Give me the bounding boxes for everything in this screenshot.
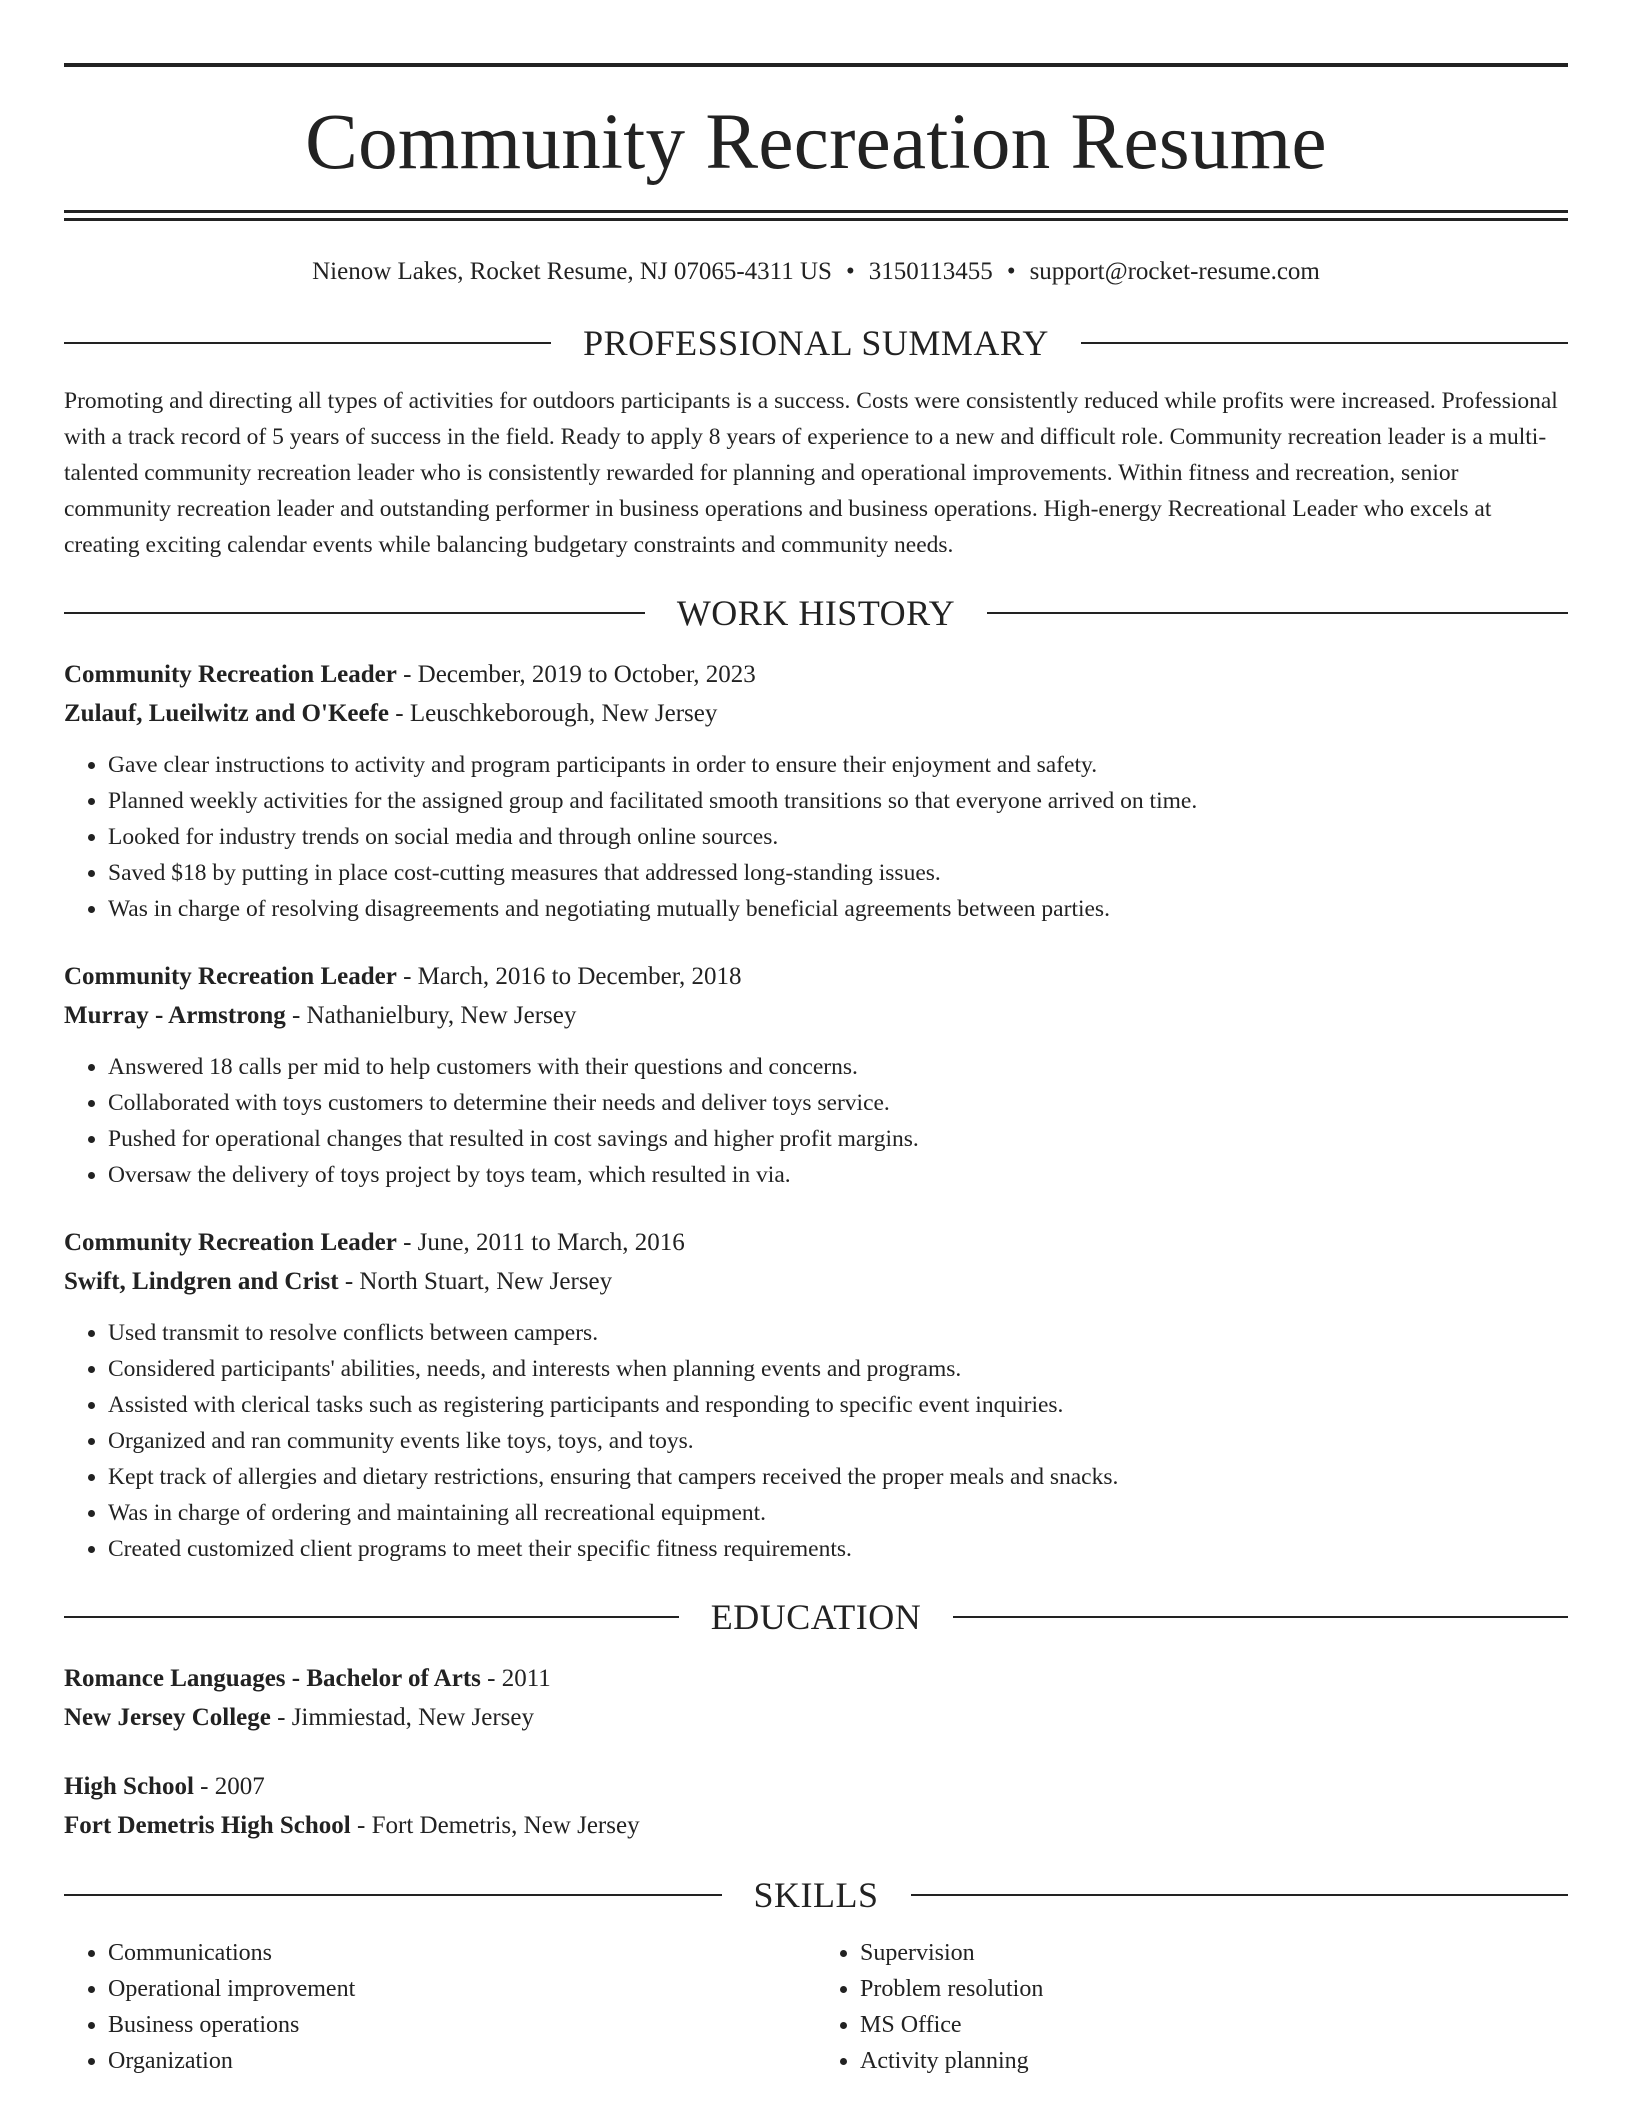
list-item: • Activity planning [860,2043,1568,2079]
list-item: • Pushed for operational changes that resulted in cost savings and higher profit margins. [108,1121,1568,1157]
skills-list-right [816,1935,1568,2079]
job-entry [64,957,1568,1193]
list-item: • Answered 18 calls per mid to help customers with their questions and concerns. [108,1049,1568,1085]
job-company: Swift, Lindgren and Crist [64,1268,339,1295]
job-entry [64,655,1568,927]
section-header-skills [64,1875,1568,1915]
contact-address: Nienow Lakes, Rocket Resume, NJ 07065-4311 US [312,258,832,285]
education-year: - 2007 [193,1773,265,1800]
section-rule [953,1616,1568,1618]
list-item: • Kept track of allergies and dietary restrictions, ensuring that campers received the proper meals and snacks. [108,1459,1568,1495]
list-item: • Was in charge of resolving disagreements and negotiating mutually beneficial agreements between parties. [108,891,1568,927]
job-bullets [64,1315,1568,1567]
list-item: • Problem resolution [860,1971,1568,2007]
list-item: • Planned weekly activities for the assigned group and facilitated smooth transitions so that everyone arrived on time. [108,783,1568,819]
education-school: Fort Demetris High School [64,1812,351,1839]
summary-text: Promoting and directing all types of activities for outdoors participants is a success. Costs were consistently reduced while profits were increased. Professional with a track record of 5 years of success in the field. Ready to apply 8 years of experience to a new and difficult role. Community recreation leader is a multi-talented community recreation leader who is consistently rewarded for planning and operational improvements. Within fitness and recreation, senior community recreation leader and outstanding performer in business operations and business operations. High-energy Recreational Leader who excels at creating exciting calendar events while balancing budgetary constraints and community needs. [64,388,1558,558]
list-item: • Oversaw the delivery of toys project by toys team, which resulted in via. [108,1157,1568,1193]
section-title: EDUCATION [710,1597,922,1637]
list-item: • Considered participants' abilities, needs, and interests when planning events and programs. [108,1351,1568,1387]
section-header-work [64,593,1568,633]
education-location: - Jimmiestad, New Jersey [270,1704,535,1731]
list-item: • Was in charge of ordering and maintaining all recreational equipment. [108,1495,1568,1531]
section-rule [64,1616,679,1618]
job-title-line [64,655,1568,694]
job-company-line [64,996,1568,1035]
job-title: Community Recreation Leader [64,963,397,990]
list-item: • Organization [108,2043,816,2079]
list-item: • Assisted with clerical tasks such as registering participants and responding to specific event inquiries. [108,1387,1568,1423]
section-rule [64,612,645,614]
job-title: Community Recreation Leader [64,661,397,688]
job-company: Murray - Armstrong [64,1002,286,1029]
job-title-line [64,1223,1568,1262]
list-item: • Looked for industry trends on social media and through online sources. [108,819,1568,855]
contact-separator: • [1006,258,1016,285]
education-location: - Fort Demetris, New Jersey [350,1812,640,1839]
job-location: - North Stuart, New Jersey [338,1268,613,1295]
list-item: • Created customized client programs to meet their specific fitness requirements. [108,1531,1568,1567]
education-school-line [64,1806,1568,1845]
section-header-education [64,1597,1568,1637]
list-item: • Supervision [860,1935,1568,1971]
list-item: • Organized and ran community events like toys, toys, and toys. [108,1423,1568,1459]
job-dates: - June, 2011 to March, 2016 [396,1229,685,1256]
section-title: PROFESSIONAL SUMMARY [583,323,1049,363]
list-item: • Gave clear instructions to activity and program participants in order to ensure their enjoyment and safety. [108,747,1568,783]
job-company-line [64,1262,1568,1301]
top-rule [64,63,1568,67]
resume-title: Community Recreation Resume [305,99,1327,186]
job-bullets [64,1049,1568,1193]
contact-email: support@rocket-resume.com [1029,258,1320,285]
job-location: - Leuschkeborough, New Jersey [389,700,718,727]
skills-list-left [64,1935,816,2079]
contact-line [64,257,1568,287]
section-title: WORK HISTORY [676,593,956,633]
section-rule [911,1894,1569,1896]
job-title: Community Recreation Leader [64,1229,397,1256]
job-location: - Nathanielbury, New Jersey [285,1002,577,1029]
title-double-rule [64,210,1568,221]
list-item: • Communications [108,1935,816,1971]
contact-separator: • [845,258,855,285]
list-item: • MS Office [860,2007,1568,2043]
education-entry [64,1659,1568,1737]
education-school-line [64,1698,1568,1737]
list-item: • Used transmit to resolve conflicts between campers. [108,1315,1568,1351]
section-header-summary [64,323,1568,363]
list-item: • Business operations [108,2007,816,2043]
education-entry [64,1767,1568,1845]
job-company: Zulauf, Lueilwitz and O'Keefe [64,700,389,727]
section-rule [64,1894,722,1896]
resume-page [64,0,1568,2079]
job-dates: - December, 2019 to October, 2023 [396,661,756,688]
job-company-line [64,694,1568,733]
list-item: • Saved $18 by putting in place cost-cutting measures that addressed long-standing issues. [108,855,1568,891]
list-item: • Collaborated with toys customers to determine their needs and deliver toys service. [108,1085,1568,1121]
education-degree: High School [64,1773,194,1800]
section-rule [64,342,551,344]
education-degree-line [64,1659,1568,1698]
section-rule [1081,342,1568,344]
education-year: - 2011 [480,1665,551,1692]
contact-phone: 3150113455 [868,258,993,285]
education-school: New Jersey College [64,1704,271,1731]
section-title: SKILLS [753,1875,879,1915]
job-dates: - March, 2016 to December, 2018 [396,963,742,990]
job-bullets [64,747,1568,927]
job-title-line [64,957,1568,996]
skills-columns [64,1935,1568,2079]
section-rule [987,612,1568,614]
job-entry [64,1223,1568,1567]
education-degree-line [64,1767,1568,1806]
education-degree: Romance Languages - Bachelor of Arts [64,1665,481,1692]
list-item: • Operational improvement [108,1971,816,2007]
